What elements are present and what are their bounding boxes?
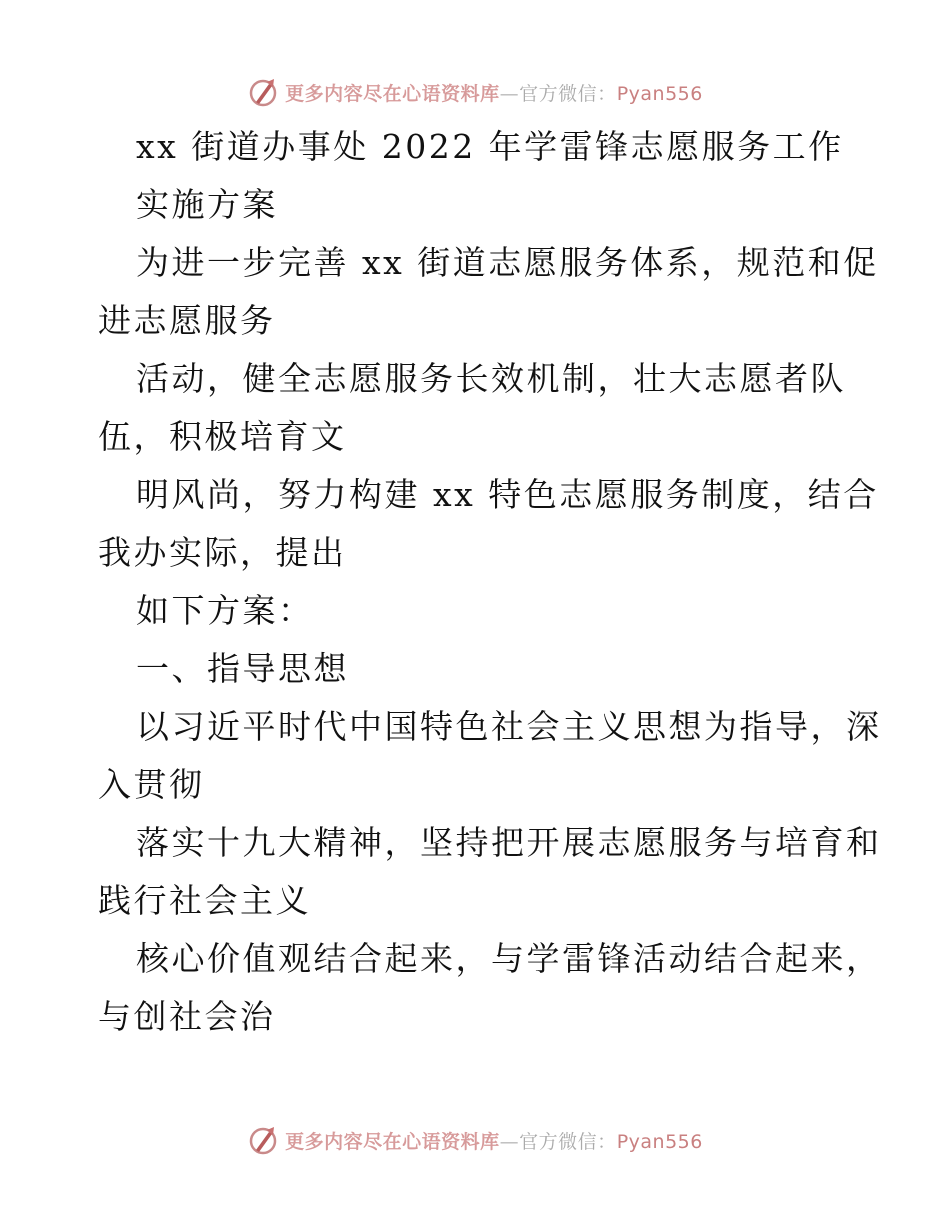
header-watermark <box>0 72 950 112</box>
paragraph-line: 活动，健全志愿服务长效机制，壮大志愿者队 <box>136 359 846 398</box>
watermark-wechat-label: 官方微信： <box>519 1130 617 1153</box>
paragraph-line: 践行社会主义 <box>98 881 311 920</box>
paragraph-line: 进志愿服务 <box>98 301 276 340</box>
watermark-wechat-label: 官方微信： <box>519 82 617 105</box>
paragraph-line: 伍，积极培育文 <box>98 417 347 456</box>
paragraph-line: 我办实际，提出 <box>98 533 347 572</box>
watermark-text <box>285 1127 703 1154</box>
footer-watermark <box>0 1120 950 1160</box>
paragraph-line: 落实十九大精神，坚持把开展志愿服务与培育和 <box>136 823 882 862</box>
paragraph-line: 明风尚，努力构建 xx 特色志愿服务制度，结合 <box>136 475 879 514</box>
paragraph-line: 以习近平时代中国特色社会主义思想为指导，深 <box>136 707 882 746</box>
section-heading: 一、指导思想 <box>136 649 349 688</box>
document-title-line-1: xx 街道办事处 2022 年学雷锋志愿服务工作 <box>136 127 844 166</box>
watermark-wechat-id: Pyan556 <box>616 1130 703 1153</box>
watermark-wechat-id: Pyan556 <box>616 82 703 105</box>
watermark-dash: — <box>499 82 520 105</box>
paragraph-line: 为进一步完善 xx 街道志愿服务体系，规范和促 <box>136 243 879 282</box>
watermark-dash: — <box>499 1130 520 1153</box>
watermark-brand: 更多内容尽在心语资料库 <box>285 82 500 105</box>
watermark-brand: 更多内容尽在心语资料库 <box>285 1130 500 1153</box>
document-title-line-2: 实施方案 <box>136 185 278 224</box>
paragraph-line: 如下方案： <box>136 591 314 630</box>
quill-logo-icon <box>247 1124 279 1156</box>
paragraph-line: 与创社会治 <box>98 997 276 1036</box>
quill-logo-icon <box>247 76 279 108</box>
watermark-text <box>285 79 703 106</box>
paragraph-line: 入贯彻 <box>98 765 205 804</box>
paragraph-line: 核心价值观结合起来，与学雷锋活动结合起来， <box>136 939 882 978</box>
